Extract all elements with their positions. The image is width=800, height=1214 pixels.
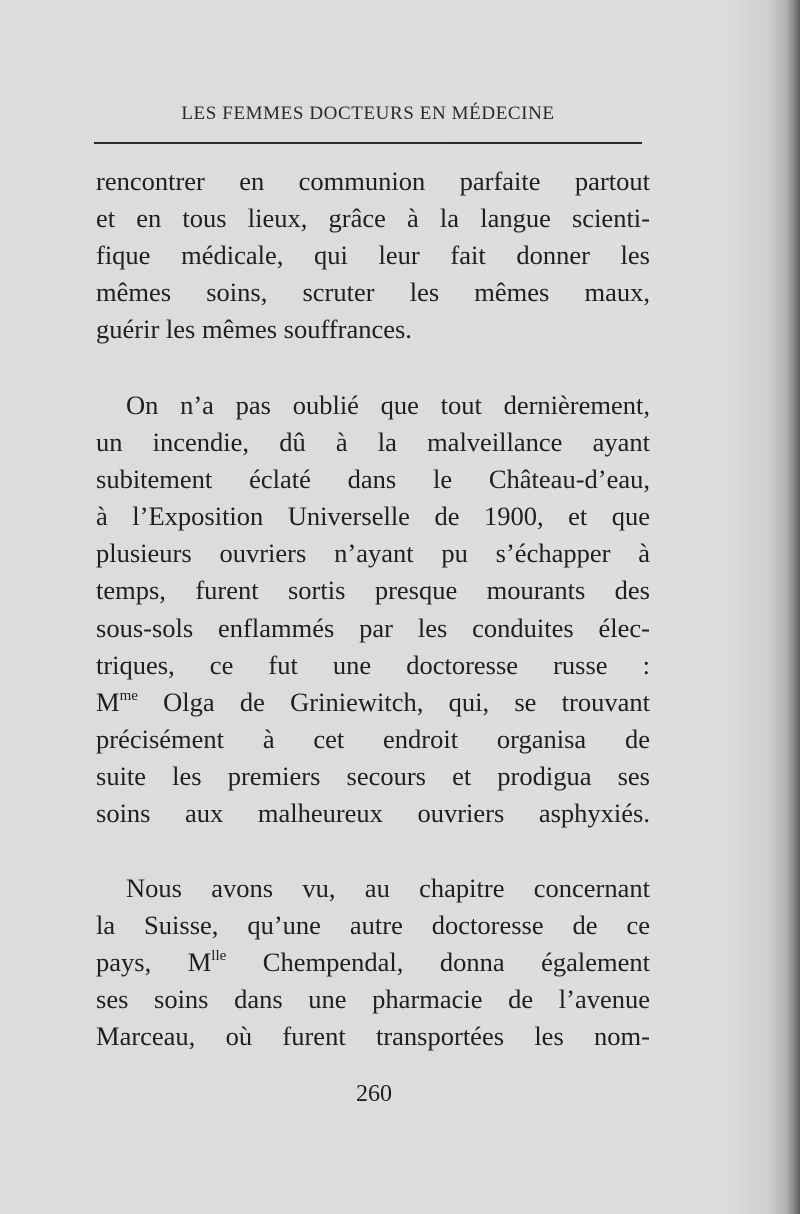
text-fragment: Olga de Griniewitch, qui, se trouvant	[137, 686, 650, 717]
text-line: à l’Exposition Universelle de 1900, et que	[96, 501, 650, 532]
paragraph-3	[96, 870, 650, 1055]
text-line: soins aux malheureux ouvriers asphyxiés.	[96, 798, 650, 829]
text-line: fique médicale, qui leur fait donner les	[96, 240, 650, 271]
abbreviation-superscript: me	[119, 687, 138, 704]
text-line: Nous avons vu, au chapitre concernant	[126, 873, 650, 903]
text-line: ses soins dans une pharmacie de l’avenue	[96, 984, 650, 1015]
paragraph-2	[96, 387, 650, 832]
text-line: guérir les mêmes souffrances.	[96, 314, 412, 345]
text-line: subitement éclaté dans le Château-d’eau,	[96, 464, 650, 495]
text-line: Marceau, où furent transportées les nom-	[96, 1021, 650, 1052]
text-fragment: M	[96, 686, 120, 717]
text-line: suite les premiers secours et prodigua ses	[96, 760, 650, 791]
running-head: LES FEMMES DOCTEURS EN MÉDECINE	[181, 103, 555, 124]
text-line: et en tous lieux, grâce à la langue scienti-	[96, 203, 650, 234]
text-line: On n’a pas oublié que tout dernièrement,	[126, 390, 650, 420]
text-line: la Suisse, qu’une autre doctoresse de ce	[96, 910, 650, 941]
text-line	[96, 684, 650, 721]
text-line: triques, ce fut une doctoresse russe :	[96, 649, 650, 680]
text-line: précisément à cet endroit organisa de	[96, 723, 650, 754]
text-line: temps, furent sortis presque mourants des	[96, 575, 650, 606]
paragraph-1	[96, 163, 650, 348]
text-line	[96, 944, 650, 981]
text-line: un incendie, dû à la malveillance ayant	[96, 427, 650, 458]
abbreviation-superscript: lle	[211, 948, 227, 965]
text-line: rencontrer en communion parfaite partout	[96, 166, 650, 196]
page-edge-shadow	[786, 0, 800, 1214]
header-rule	[94, 142, 642, 144]
text-fragment: Chempendal, donna également	[226, 947, 651, 978]
text-line: plusieurs ouvriers n’ayant pu s’échapper à	[96, 538, 650, 569]
text-line: mêmes soins, scruter les mêmes maux,	[96, 277, 650, 308]
page-number: 260	[356, 1081, 392, 1107]
text-fragment: pays, M	[96, 947, 212, 978]
text-line: sous-sols enflammés par les conduites élec-	[96, 612, 650, 643]
